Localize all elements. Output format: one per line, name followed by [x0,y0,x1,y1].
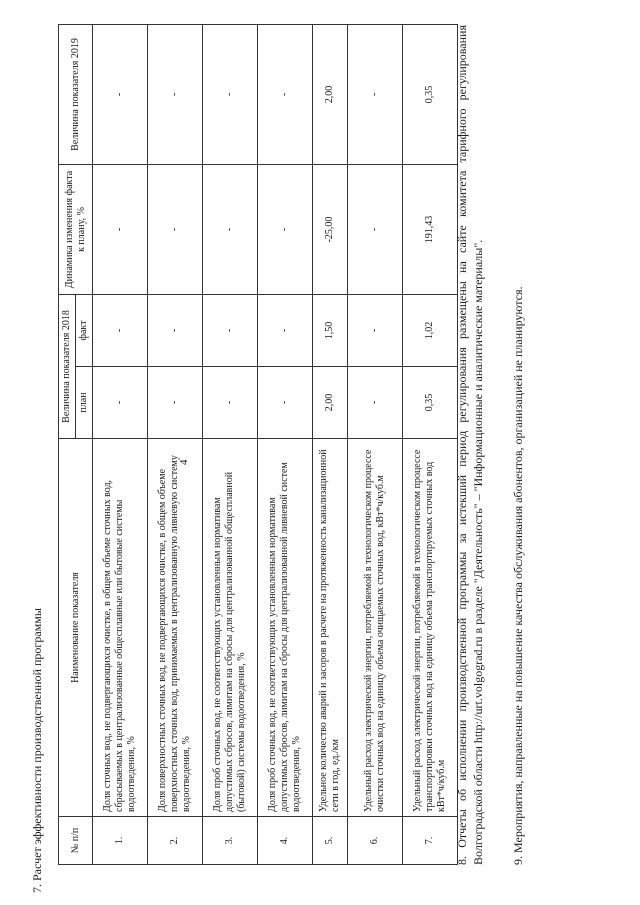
row-plan: - [258,367,313,439]
header-dynamics: Динамика изменения факта к плану, % [59,165,93,295]
row-value-2019: - [148,25,203,165]
row-plan: 0,35 [403,367,458,439]
row-fact: - [258,295,313,367]
header-fact: факт [76,295,93,367]
paragraph-9: 9. Мероприятия, направленные на повышение качества обслуживания абонентов, организацией не планируются. [511,286,525,865]
header-name: Наименование показателя [59,439,93,817]
table-row [148,25,203,865]
table-row [258,25,313,865]
row-plan: - [203,367,258,439]
row-fact: - [203,295,258,367]
row-value-2019: - [93,25,148,165]
row-dynamics: - [203,165,258,295]
row-dynamics: - [348,165,403,295]
table-row [313,25,348,865]
row-fact: - [148,295,203,367]
row-name: Доля проб сточных вод, не соответствующих установленным нормативам допустимых сбросов, лимитам на сбросы для централизованной ливневой систем водоотведения, % [258,439,313,817]
row-num: 6. [348,817,403,865]
header-plan: план [76,367,93,439]
header-value-2018: Величина показателя 2018 [59,295,76,439]
table-row [348,25,403,865]
row-dynamics: -25,00 [313,165,348,295]
row-name: Удельный расход электрической энергии, потребляемой в технологическом процессе транспортировки сточных вод на единицу объема транспортируемых сточных вод кВт*ч/куб.м [403,439,458,817]
row-value-2019: 2,00 [313,25,348,165]
row-plan: - [348,367,403,439]
row-value-2019: - [348,25,403,165]
performance-table [58,24,458,865]
row-dynamics: 191,43 [403,165,458,295]
row-value-2019: - [258,25,313,165]
row-num: 1. [93,817,148,865]
row-name: Удельный расход электрической энергии, потребляемой в технологическом процессе очистки сточных вод на единицу объема очищаемых сточных вод, кВт*ч/куб.м [348,439,403,817]
row-value-2019: - [203,25,258,165]
row-fact: 1,02 [403,295,458,367]
table-header-row [59,25,76,865]
header-value-2019: Величина показателя 2019 [59,25,93,165]
row-fact: 1,50 [313,295,348,367]
row-num: 3. [203,817,258,865]
row-fact: - [93,295,148,367]
row-name: Удельное количество аварий и засоров в расчете на протяженность канализационной сети в год, ед./км [313,439,348,817]
row-value-2019: 0,35 [403,25,458,165]
row-name: Доля поверхностных сточных вод, не подвергающихся очистке, в общем объеме поверхностных сточных вод, принимаемых в централизованную ливневую систему водоотведения, % [148,439,203,817]
row-fact: - [348,295,403,367]
table-row [93,25,148,865]
row-name: Доля сточных вод, не подвергающихся очистке, в общем объеме сточных вод, сбрасываемых в централизованные общесплавные или бытовые системы водоотведения, % [93,439,148,817]
row-dynamics: - [258,165,313,295]
row-num: 5. [313,817,348,865]
page-number: 4 [178,459,190,465]
table-row [403,25,458,865]
row-plan: - [148,367,203,439]
section-7-title: 7. Расчет эффективности производственной программы [30,608,44,893]
row-plan: - [93,367,148,439]
row-num: 4. [258,817,313,865]
paragraph-8: 8. Отчеты об исполнении производственной программы за истекший период регулирования размещены на сайте комитета тарифного регулирования Волгоградской области http://urt.volgograd.ru в разделе "Деятельность" – "Информационные и аналитические материалы". [455,25,485,865]
header-num: № п/п [59,817,93,865]
row-dynamics: - [148,165,203,295]
row-dynamics: - [93,165,148,295]
table-row [203,25,258,865]
row-num: 2. [148,817,203,865]
row-plan: 2,00 [313,367,348,439]
row-name: Доля проб сточных вод, не соответствующих установленным нормативам допустимых сбросов, лимитам на сбросы для централизованной общесплавной (бытовой) системы водоотведения, % [203,439,258,817]
row-num: 7. [403,817,458,865]
